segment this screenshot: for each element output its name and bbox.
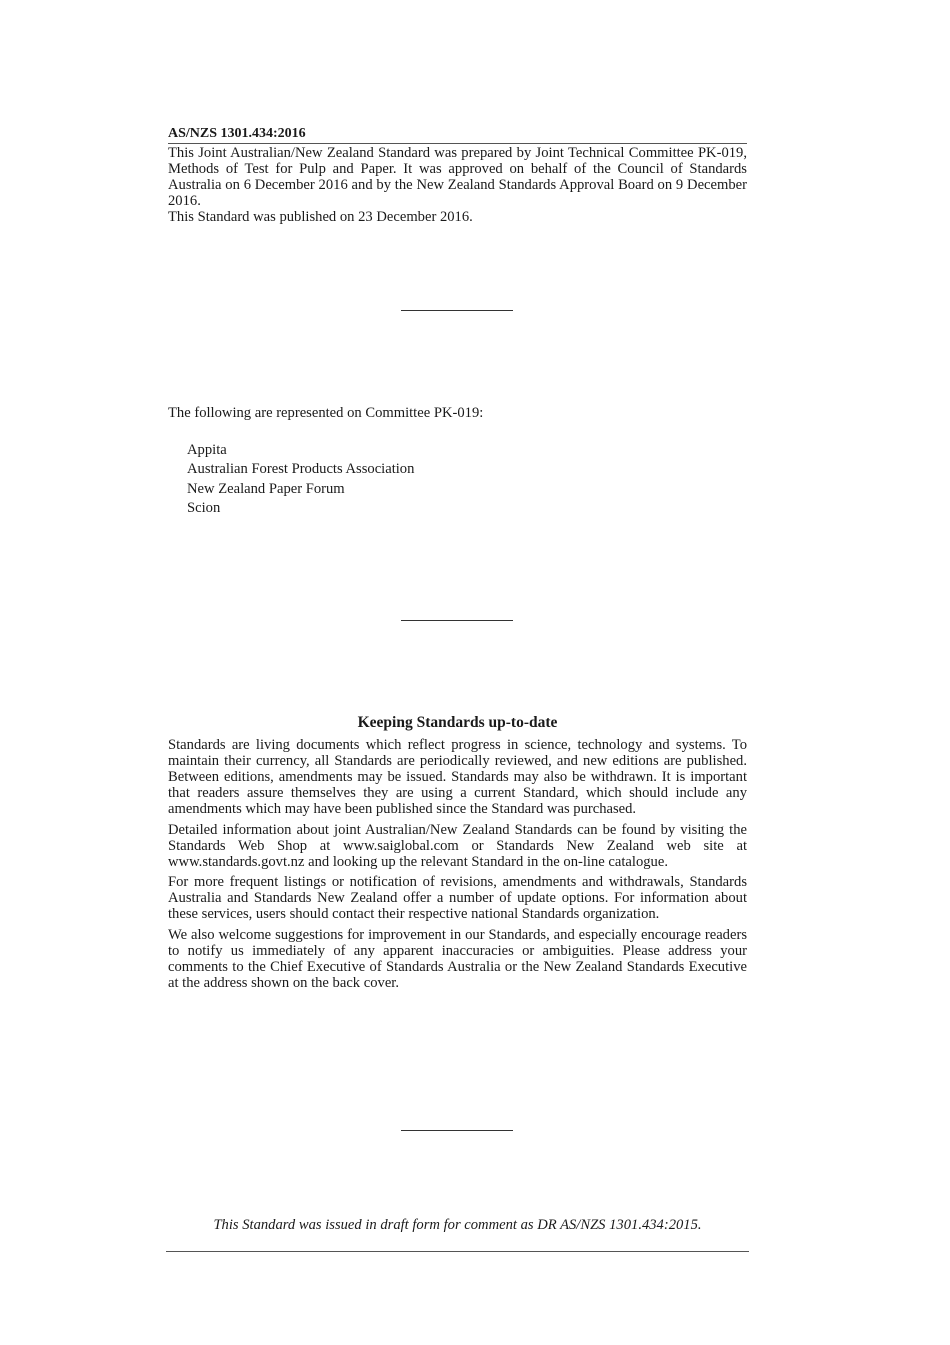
keeping-paragraph: We also welcome suggestions for improvement in our Standards, and especially encourage readers to notify us immediately of any apparent inaccuracies or ambiguities. Please address your comments to the Chief Executive of Standards Australia or the New Zealand Standards Executive at the address shown on the back cover. [168,926,747,991]
keeping-paragraph: For more frequent listings or notification of revisions, amendments and withdrawals, Standards Australia and Standards New Zealand offer a number of update options. For information about these services, users should contact their respective national Standards organization. [168,874,747,922]
keeping-paragraph: Standards are living documents which reflect progress in science, technology and systems. To maintain their currency, all Standards are periodically reviewed, and new editions are published. Between editions, amendments may be issued. Standards may also be withdrawn. It is important that readers assure themselves they are using a current Standard, which should include any amendments which may have been published since the Standard was purchased. [168,737,747,817]
draft-note: This Standard was issued in draft form for comment as DR AS/NZS 1301.434:2015. [213,1217,702,1233]
section-divider [401,310,513,311]
committee-member: New Zealand Paper Forum [187,480,345,497]
committee-member-list [187,441,414,518]
publication-date-paragraph: This Standard was published on 23 December 2016. [168,209,473,225]
keeping-standards-body [168,737,747,995]
committee-member: Appita [187,442,227,458]
committee-member: Scion [187,499,221,516]
keeping-standards-title: Keeping Standards up-to-date [357,714,558,731]
standard-number-heading: AS/NZS 1301.434:2016 [168,126,747,144]
section-divider [401,620,513,621]
keeping-paragraph: Detailed information about joint Australian/New Zealand Standards can be found by visiting the Standards Web Shop at www.saiglobal.com or Standards New Zealand web site at www.standards.govt.nz and looking up the relevant Standard in the on-line catalogue. [168,821,747,870]
preparation-paragraph: This Joint Australian/New Zealand Standard was prepared by Joint Technical Committee PK-019, Methods of Test for Pulp and Paper. It was approved on behalf of the Council of Standards Australia on 6 December 2016 and by the New Zealand Standards Approval Board on 9 December 2016. [168,145,747,209]
section-divider [401,1130,513,1131]
committee-intro: The following are represented on Committee PK-019: [168,405,484,421]
committee-member: Australian Forest Products Association [187,461,415,478]
preparation-statement [168,145,747,225]
footer-rule [166,1251,749,1252]
